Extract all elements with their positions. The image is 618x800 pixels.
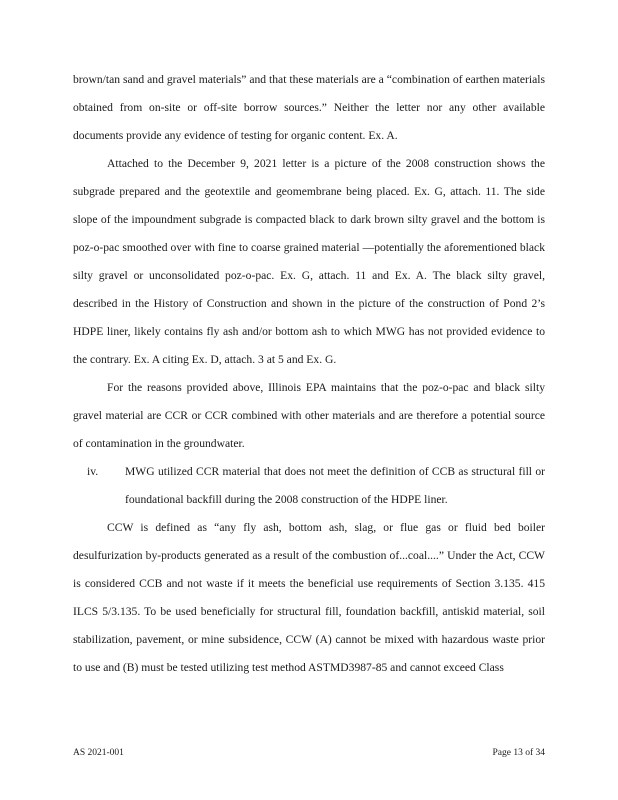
paragraph-continuation: brown/tan sand and gravel materials” and that these materials are a “combination of earthen materials obtained from on-site or off-site borrow sources.” Neither the letter nor any other available documents provide any evidence of testing for organic content. Ex. A.: [73, 73, 545, 142]
footer-case-number: AS 2021-001: [73, 748, 124, 758]
document-body: [73, 66, 545, 682]
paragraph-construction-picture: Attached to the December 9, 2021 letter is a picture of the 2008 construction shows the subgrade prepared and the geotextile and geomembrane being placed. Ex. G, attach. 11. The side slope of the impoundment subgrade is compacted black to dark brown silty gravel and the bottom is poz-o-pac smoothed over with fine to coarse grained material —potentially the aforementioned black silty gravel or unconsolidated poz-o-pac. Ex. G, attach. 11 and Ex. A. The black silty gravel, described in the History of Construction and shown in the picture of the construction of Pond 2’s HDPE liner, likely contains fly ash and/or bottom ash to which MWG has not provided evidence to the contrary. Ex. A citing Ex. D, attach. 3 at 5 and Ex. G.: [73, 157, 545, 366]
list-marker: iv.: [87, 465, 99, 478]
list-item-iv: [73, 458, 545, 514]
footer-page-number: Page 13 of 34: [492, 748, 545, 758]
paragraph-ccw-definition: CCW is defined as “any fly ash, bottom ash, slag, or flue gas or fluid bed boiler desulfurization by-products generated as a result of the combustion of...coal....” Under the Act, CCW is considered CCB and not waste if it meets the beneficial use requirements of Section 3.135. 415 ILCS 5/3.135. To be used beneficially for structural fill, foundation backfill, antiskid material, soil stabilization, pavement, or mine subsidence, CCW (A) cannot be mixed with hazardous waste prior to use and (B) must be tested utilizing test method ASTMD3987-85 and cannot exceed Class: [73, 521, 545, 674]
paragraph-conclusion: For the reasons provided above, Illinois EPA maintains that the poz-o-pac and black silty gravel material are CCR or CCR combined with other materials and are therefore a potential source of contamination in the groundwater.: [73, 381, 545, 450]
list-item-text: MWG utilized CCR material that does not meet the definition of CCB as structural fill or foundational backfill during the 2008 construction of the HDPE liner.: [125, 465, 545, 506]
page-footer: [73, 748, 545, 758]
